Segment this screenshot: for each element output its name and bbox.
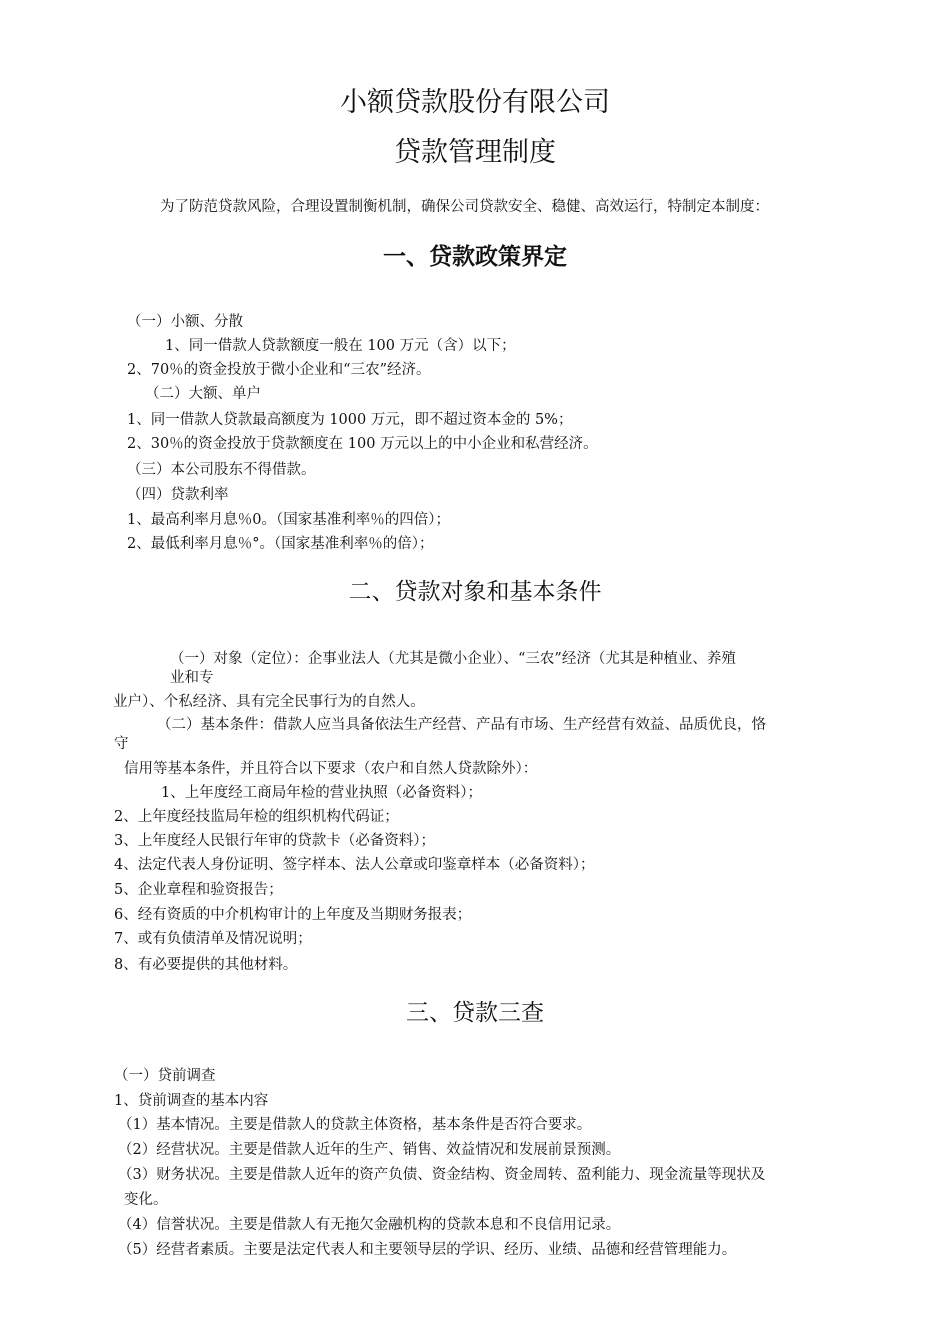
- s1-line-9: 1、最高利率月息％0。（国家基准利率％的四倍）；: [127, 512, 450, 528]
- s1-line-5: 1、同一借款人贷款最高额度为 1000 万元，即不超过资本金的 5%；: [127, 412, 573, 428]
- section-2-heading: 二、贷款对象和基本条件: [348, 579, 602, 605]
- s1-line-7: （三）本公司股东不得借款。: [127, 462, 316, 478]
- s1-line-4: （二）大额、单户: [145, 386, 261, 402]
- section-1-heading: 一、贷款政策界定: [383, 243, 567, 270]
- s3-line-6: （4）信誉状况。主要是借款人有无拖欠金融机构的贷款本息和不良信用记录。: [118, 1217, 621, 1233]
- s2-line-6: 4、法定代表人身份证明、签字样本、法人公章或印鉴章样本（必备资料）；: [114, 857, 595, 873]
- document-title: 贷款管理制度: [394, 137, 556, 168]
- company-name: 小额贷款股份有限公司: [340, 87, 610, 118]
- section-3-heading: 三、贷款三查: [406, 1000, 544, 1026]
- s2-line-4: 2、上年度经技监局年检的组织机构代码证；: [114, 809, 399, 825]
- intro-paragraph: 为了防范贷款风险，合理设置制衡机制，确保公司贷款安全、稳健、高效运行，特制定本制度：: [160, 199, 769, 215]
- s2-line-9: 7、或有负债清单及情况说明；: [114, 931, 312, 947]
- s2-line-10: 8、有必要提供的其他材料。: [114, 957, 298, 973]
- s2-line-2b: 守: [114, 736, 129, 752]
- s3-line-5b: 变化。: [124, 1192, 168, 1208]
- s1-line-1: （一）小额、分散: [127, 314, 243, 330]
- s3-line-2: 1、贷前调查的基本内容: [114, 1093, 269, 1109]
- s2-line-1b: 业和专: [170, 670, 214, 686]
- s2-line-1c: 业户）、个私经济、具有完全民事行为的自然人。: [113, 694, 425, 710]
- s2-line-2c: 信用等基本条件，并且符合以下要求（农户和自然人贷款除外）：: [124, 761, 538, 777]
- s2-line-2a: （二）基本条件：借款人应当具备依法生产经营、产品有市场、生产经营有效益、品质优良，恪: [157, 717, 766, 733]
- s1-line-2: 1、同一借款人贷款额度一般在 100 万元（含）以下；: [165, 338, 516, 354]
- s2-line-5: 3、上年度经人民银行年审的贷款卡（必备资料）；: [114, 833, 435, 849]
- s1-line-6: 2、30％的资金投放于贷款额度在 100 万元以上的中小企业和私营经济。: [127, 436, 598, 452]
- s1-line-8: （四）贷款利率: [127, 487, 229, 503]
- s2-line-1a: （一）对象（定位）：企事业法人（尤其是微小企业）、“三农”经济（尤其是种植业、养殖: [170, 651, 736, 667]
- s2-line-3: 1、上年度经工商局年检的营业执照（必备资料）；: [161, 785, 482, 801]
- s3-line-1: （一）贷前调查: [114, 1068, 216, 1084]
- s2-line-8: 6、经有资质的中介机构审计的上年度及当期财务报表；: [114, 907, 472, 923]
- s3-line-4: （2）经营状况。主要是借款人近年的生产、销售、效益情况和发展前景预测。: [118, 1142, 621, 1158]
- s3-line-5a: （3）财务状况。主要是借款人近年的资产负债、资金结构、资金周转、盈利能力、现金流量等现状及: [118, 1167, 766, 1183]
- s1-line-10: 2、最低利率月息％°。（国家基准利率％的倍）；: [127, 536, 434, 552]
- s3-line-7: （5）经营者素质。主要是法定代表人和主要领导层的学识、经历、业绩、品德和经营管理能力。: [118, 1242, 737, 1258]
- s3-line-3: （1）基本情况。主要是借款人的贷款主体资格，基本条件是否符合要求。: [118, 1117, 592, 1133]
- s1-line-3: 2、70％的资金投放于微小企业和“三农”经济。: [127, 362, 431, 378]
- s2-line-7: 5、企业章程和验资报告；: [114, 882, 283, 898]
